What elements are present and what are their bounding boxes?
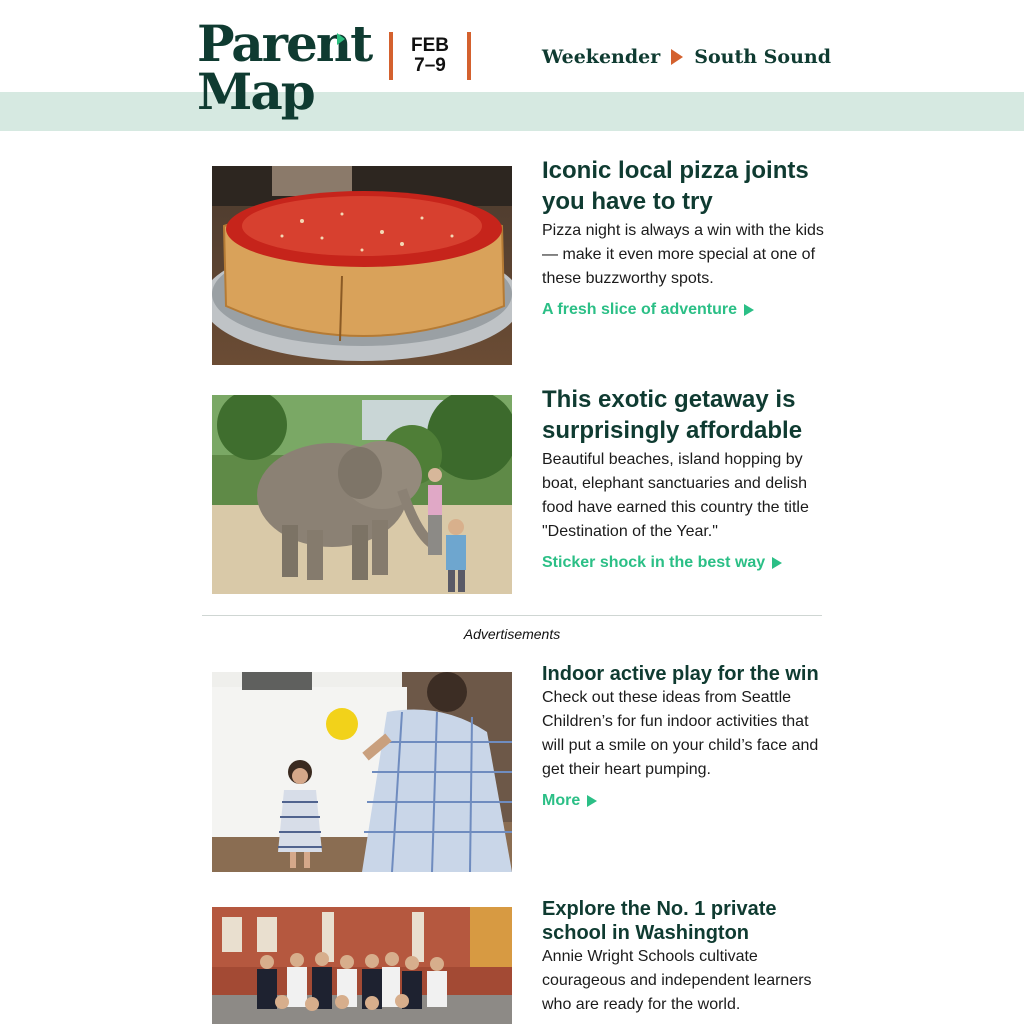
article-description: Beautiful beaches, island hopping by boat, elephant sanctuaries and delish food have earned this country the title "Destination of the Year." (542, 451, 809, 540)
play-arrow-icon (772, 557, 782, 569)
play-arrow-icon (587, 795, 597, 807)
getaway-cta-link[interactable] (542, 554, 782, 572)
edition-label (542, 44, 831, 70)
pizza-photo (212, 166, 512, 365)
cta-label: Sticker shock in the best way (542, 554, 766, 571)
newsletter-header (0, 0, 1024, 131)
pizza-image[interactable] (212, 166, 512, 365)
ad-indoor-play-text (542, 663, 824, 810)
ad-description: Check out these ideas from Seattle Children’s for fun indoor activities that will put a smile on your child’s face and get their heart pumping. (542, 689, 819, 778)
article-getaway (212, 386, 824, 594)
triangle-right-icon (671, 49, 683, 65)
ad-title[interactable]: Indoor active play for the win (542, 663, 819, 685)
ad-title[interactable]: Explore the No. 1 private school in Washington (542, 898, 777, 944)
play-arrow-icon (744, 304, 754, 316)
article-title[interactable]: Iconic local pizza joints you have to try (542, 157, 809, 215)
article-title[interactable]: This exotic getaway is surprisingly affordable (542, 386, 803, 444)
ad-school-text (542, 898, 824, 1017)
section-divider (202, 615, 822, 616)
elephant-image[interactable] (212, 395, 512, 594)
logo-line-1: Parent (197, 14, 372, 73)
article-pizza-text (542, 157, 824, 319)
pizza-cta-link[interactable] (542, 301, 754, 319)
logo-line-2: Map (197, 62, 314, 121)
ad-school (212, 898, 824, 1024)
school-image[interactable] (212, 907, 512, 1024)
date-days: 7–9 (414, 55, 446, 76)
article-pizza (212, 157, 824, 365)
ad-description: Annie Wright Schools cultivate courageous and independent learners who are ready for the world. (542, 948, 812, 1013)
date-month: FEB (411, 35, 449, 56)
cta-label: A fresh slice of adventure (542, 301, 738, 318)
article-description: Pizza night is always a win with the kids — make it even more special at one of these buzzworthy spots. (542, 222, 824, 287)
article-getaway-text (542, 386, 824, 572)
advertisements-label: Advertisements (463, 626, 561, 642)
cta-label: More (542, 792, 581, 809)
indoor-play-photo (212, 672, 512, 872)
ad-indoor-play (212, 663, 824, 872)
date-range (389, 32, 471, 80)
edition-region: South Sound (694, 46, 831, 68)
indoor-play-image[interactable] (212, 672, 512, 872)
header-band (0, 92, 1024, 131)
edition-weekender: Weekender (541, 46, 661, 68)
more-link[interactable] (542, 792, 597, 810)
parentmap-logo[interactable] (197, 14, 372, 122)
school-photo (212, 907, 512, 1024)
elephant-photo (212, 395, 512, 594)
logo-triangle-icon (337, 33, 345, 45)
